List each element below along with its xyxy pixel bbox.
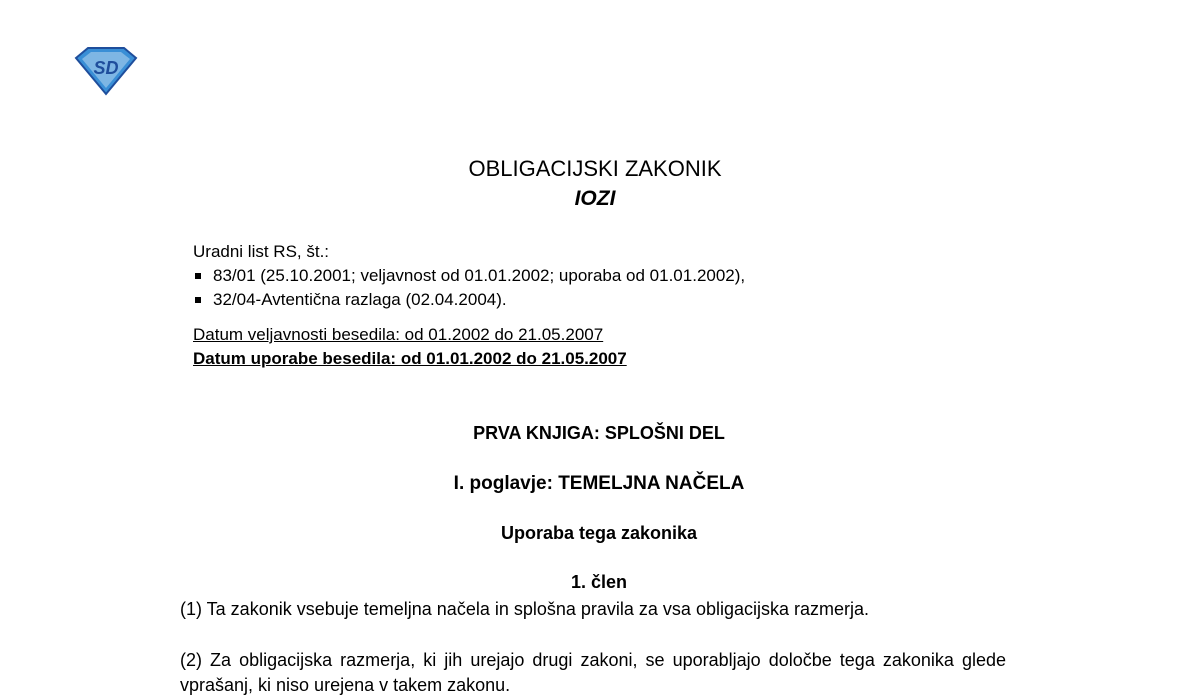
document-abbreviation: IOZI (574, 187, 616, 210)
section-heading: Uporaba tega zakonika (500, 523, 698, 543)
gazette-item: 83/01 (25.10.2001; veljavnost od 01.01.2002; uporaba od 01.01.2002), (193, 264, 745, 288)
validity-block (193, 323, 627, 371)
gazette-label: Uradni list RS, št.: (193, 242, 330, 261)
article-paragraph: (2) Za obligacijska razmerja, ki jih urejajo drugi zakoni, se uporabljajo določbe tega zakonika glede vprašanj, ki niso urejena v takem zakonu. (180, 650, 1006, 695)
document-title: OBLIGACIJSKI ZAKONIK (468, 156, 722, 181)
chapter-heading: I. poglavje: TEMELJNA NAČELA (453, 473, 745, 494)
gazette-references (193, 240, 745, 312)
validity-date: Datum veljavnosti besedila: od 01.2002 do 21.05.2007 (193, 325, 604, 344)
superman-shield-logo-icon (72, 46, 140, 98)
logo-text: SD (93, 58, 119, 78)
article-paragraph: (1) Ta zakonik vsebuje temeljna načela in splošna pravila za vsa obligacijska razmerja. (180, 599, 870, 619)
gazette-list (193, 264, 745, 312)
article-heading: 1. člen (570, 572, 628, 592)
gazette-item: 32/04-Avtentična razlaga (02.04.2004). (193, 288, 745, 312)
use-date: Datum uporabe besedila: od 01.01.2002 do 21.05.2007 (193, 349, 627, 368)
book-heading: PRVA KNJIGA: SPLOŠNI DEL (473, 423, 725, 443)
